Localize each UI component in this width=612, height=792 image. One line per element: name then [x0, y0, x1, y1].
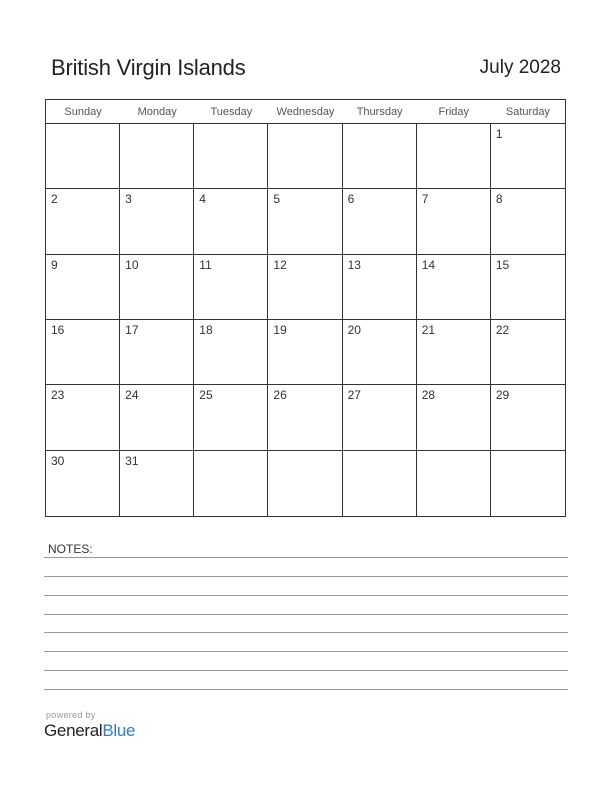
weekday-header-thursday: Thursday [356, 106, 403, 118]
day-cell [343, 189, 417, 254]
day-cell [194, 124, 268, 189]
day-cell [343, 124, 417, 189]
weekday-header-friday: Friday [438, 106, 470, 118]
day-number: 2 [51, 192, 58, 207]
day-number: 20 [347, 323, 361, 337]
day-cell [417, 451, 491, 516]
day-cell [120, 255, 194, 320]
note-line [44, 651, 568, 652]
weekday-header-saturday: Saturday [505, 106, 550, 118]
day-cell [268, 255, 342, 320]
day-cell [491, 320, 565, 385]
day-number: 5 [273, 192, 281, 207]
day-cell [268, 385, 342, 450]
calendar-grid [45, 99, 566, 517]
day-cell [343, 385, 417, 450]
day-cell [417, 320, 491, 385]
day-cell [120, 451, 194, 516]
day-cell [194, 189, 268, 254]
day-number: 30 [51, 453, 65, 468]
day-number: 31 [125, 453, 139, 468]
day-number: 1 [495, 127, 503, 141]
day-number: 4 [199, 192, 206, 207]
generalblue-logo [44, 721, 135, 741]
day-cell [46, 124, 120, 189]
day-cell [491, 189, 565, 254]
weekday-header-monday: Monday [137, 106, 177, 118]
day-number: 21 [421, 323, 436, 337]
day-cell [417, 255, 491, 320]
day-cell [491, 451, 565, 516]
day-number: 27 [347, 388, 361, 403]
day-number: 11 [199, 257, 212, 272]
month-year-label: July 2028 [479, 57, 561, 78]
day-number: 25 [199, 388, 213, 403]
day-cell [417, 385, 491, 450]
day-cell [120, 124, 194, 189]
day-number: 16 [51, 323, 65, 337]
day-cell [268, 124, 342, 189]
day-cell [491, 255, 565, 320]
note-line [44, 576, 568, 577]
day-cell [120, 189, 194, 254]
day-cell [194, 385, 268, 450]
day-number: 18 [199, 323, 213, 337]
day-number: 9 [51, 257, 58, 272]
day-number: 8 [495, 192, 503, 207]
day-number: 17 [125, 323, 139, 337]
powered-by-text: powered by [46, 710, 96, 720]
day-cell [343, 451, 417, 516]
day-cell [194, 320, 268, 385]
notes-label: NOTES: [48, 542, 93, 556]
day-cell [268, 189, 342, 254]
day-number: 10 [125, 257, 139, 272]
day-cell [46, 189, 120, 254]
day-cell [491, 124, 565, 189]
note-line [44, 670, 568, 671]
day-number: 29 [495, 388, 510, 403]
day-cell [417, 189, 491, 254]
day-cell [343, 255, 417, 320]
weekday-header-row [46, 100, 565, 124]
day-cell [268, 451, 342, 516]
day-cell [46, 255, 120, 320]
note-line [44, 614, 568, 615]
day-cell [343, 320, 417, 385]
note-line [44, 689, 568, 690]
day-cell [194, 451, 268, 516]
note-line [44, 632, 568, 633]
day-number: 12 [273, 257, 287, 272]
note-line [44, 557, 568, 558]
calendar-title: British Virgin Islands [51, 55, 246, 80]
day-cell [120, 385, 194, 450]
day-cell [46, 320, 120, 385]
day-number: 23 [51, 388, 65, 403]
brand-blue: Blue [102, 721, 136, 740]
calendar-days [46, 124, 565, 516]
day-number: 19 [273, 323, 287, 337]
day-number: 24 [125, 388, 139, 403]
day-cell [417, 124, 491, 189]
day-cell [268, 320, 342, 385]
weekday-header-wednesday: Wednesday [276, 106, 335, 118]
day-number: 28 [421, 388, 436, 403]
weekday-header-tuesday: Tuesday [210, 106, 253, 118]
day-number: 14 [421, 257, 436, 272]
day-number: 13 [347, 257, 361, 272]
day-number: 3 [125, 192, 132, 207]
note-line [44, 595, 568, 596]
day-cell [46, 451, 120, 516]
day-cell [46, 385, 120, 450]
day-number: 15 [495, 257, 510, 272]
day-cell [194, 255, 268, 320]
day-cell [491, 385, 565, 450]
brand-general: General [44, 721, 103, 740]
day-number: 6 [347, 192, 355, 207]
day-cell [120, 320, 194, 385]
day-number: 26 [273, 388, 287, 403]
weekday-header-sunday: Sunday [64, 106, 102, 118]
day-number: 22 [495, 323, 510, 337]
day-number: 7 [421, 192, 429, 207]
